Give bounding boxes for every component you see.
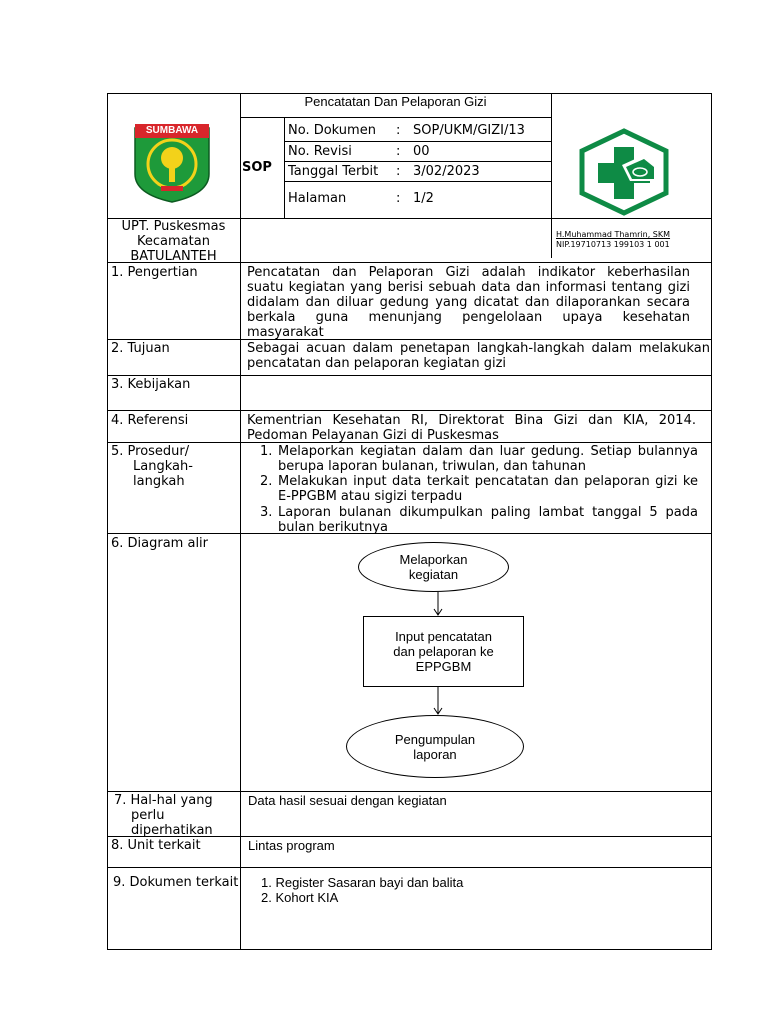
flow-step-input [363,616,524,687]
item-number: 1. [260,444,273,459]
step-line: dan pelaporan ke [393,644,494,659]
field-sep: : [396,191,401,206]
org-line-1: UPT. Puskesmas [121,219,226,234]
item-number: 3. [260,505,273,520]
section-label-pengertian: 1. Pengertian [111,265,198,280]
section-label-prosedur-3: langkah [133,474,185,489]
text-line: Kementrian Kesehatan RI, Direktorat Bina Gizi dan KIA, 2014. [247,413,696,428]
text-line: Melakukan input data terkait pencatatan dan pelaporan gizi ke [278,474,698,489]
section-label-dokumen: 9. Dokumen terkait [113,875,239,890]
step-line: Pengumpulan [394,731,476,747]
step-line: Input pencatatan [395,629,492,644]
text-line: Melaporkan kegiatan dalam dan luar gedung. Setiap bulannya [278,444,698,459]
field-label: No. Dokumen [288,123,376,138]
flow-arrow [433,592,443,616]
field-sep: : [396,123,401,138]
text-line: Pencatatan dan Pelaporan Gizi adalah indikator keberhasilan [247,265,690,280]
section-label-hal-1: 7. Hal-hal yang [114,793,213,808]
flow-step-pengumpulan [346,715,524,778]
text-line: pencatatan dan pelaporan kegiatan gizi [247,356,507,371]
text-line: berupa laporan bulanan, triwulan, dan tahunan [278,459,587,474]
signer-nip: NIP.19710713 199103 1 001 [556,240,670,249]
referensi-text [247,413,696,443]
text-line: Pedoman Pelayanan Gizi di Puskesmas [247,428,499,443]
text-line: E-PPGBM atau sigizi terpadu [278,489,463,504]
document-title: Pencatatan Dan Pelaporan Gizi [304,94,487,109]
text-line: berkala guna menunjang pengelolaan upaya kesehatan [247,310,690,325]
dokumen-item-1: 1. Register Sasaran bayi dan balita [261,875,464,890]
dokumen-item-2: 2. Kohort KIA [261,890,339,905]
text-line: masyarakat [247,325,324,340]
text-line: Sebagai acuan dalam penetapan langkah-langkah dalam melakukan [247,341,710,356]
item-text [278,505,698,535]
text-line: bulan berikutnya [278,520,389,535]
text-line: suatu kegiatan yang berisi sebuah data dan informasi tentang gizi [247,280,690,295]
field-value: 00 [413,144,430,159]
section-label-hal-3: diperhatikan [131,823,213,838]
kemenkes-logo [578,127,670,217]
flow-arrow [433,687,443,715]
flow-step-melaporkan [358,542,509,592]
section-label-prosedur-2: Langkah- [133,459,193,474]
section-label-referensi: 4. Referensi [111,413,189,428]
step-line: kegiatan [408,567,459,582]
item-text [278,444,698,474]
step-line: EPPGBM [415,659,472,674]
step-line: laporan [413,746,457,762]
section-label-unit: 8. Unit terkait [111,838,201,853]
section-label-tujuan: 2. Tujuan [111,341,170,356]
hal-hal-text: Data hasil sesuai dengan kegiatan [248,793,447,808]
field-sep: : [396,164,401,179]
section-label-prosedur-1: 5. Prosedur/ [111,444,190,459]
tujuan-text [247,341,710,371]
logo-text: SUMBAWA [145,125,199,136]
section-label-hal-2: perlu [131,808,165,823]
sumbawa-logo [131,122,213,204]
field-value: 1/2 [413,191,434,206]
step-line: Melaporkan [399,552,468,567]
unit-text: Lintas program [248,838,335,853]
item-text [278,474,698,504]
item-number: 2. [260,474,273,489]
org-line-3: BATULANTEH [130,249,217,264]
signer-name: H.Muhammad Thamrin, SKM [556,230,671,239]
text-line: Laporan bulanan dikumpulkan paling lambat tanggal 5 pada [278,505,698,520]
field-label: Tanggal Terbit [288,164,379,179]
field-label: No. Revisi [288,144,352,159]
sop-label: SOP [242,160,272,175]
section-label-diagram: 6. Diagram alir [111,536,209,551]
field-sep: : [396,144,401,159]
section-label-kebijakan: 3. Kebijakan [111,377,191,392]
field-label: Halaman [288,191,347,206]
text-line: didalam dan diluar gedung yang dicatat dan dilaporankan secara [247,295,690,310]
org-line-2: Kecamatan [137,234,210,249]
field-value: SOP/UKM/GIZI/13 [413,123,525,138]
pengertian-text [247,265,690,340]
field-value: 3/02/2023 [413,164,480,179]
